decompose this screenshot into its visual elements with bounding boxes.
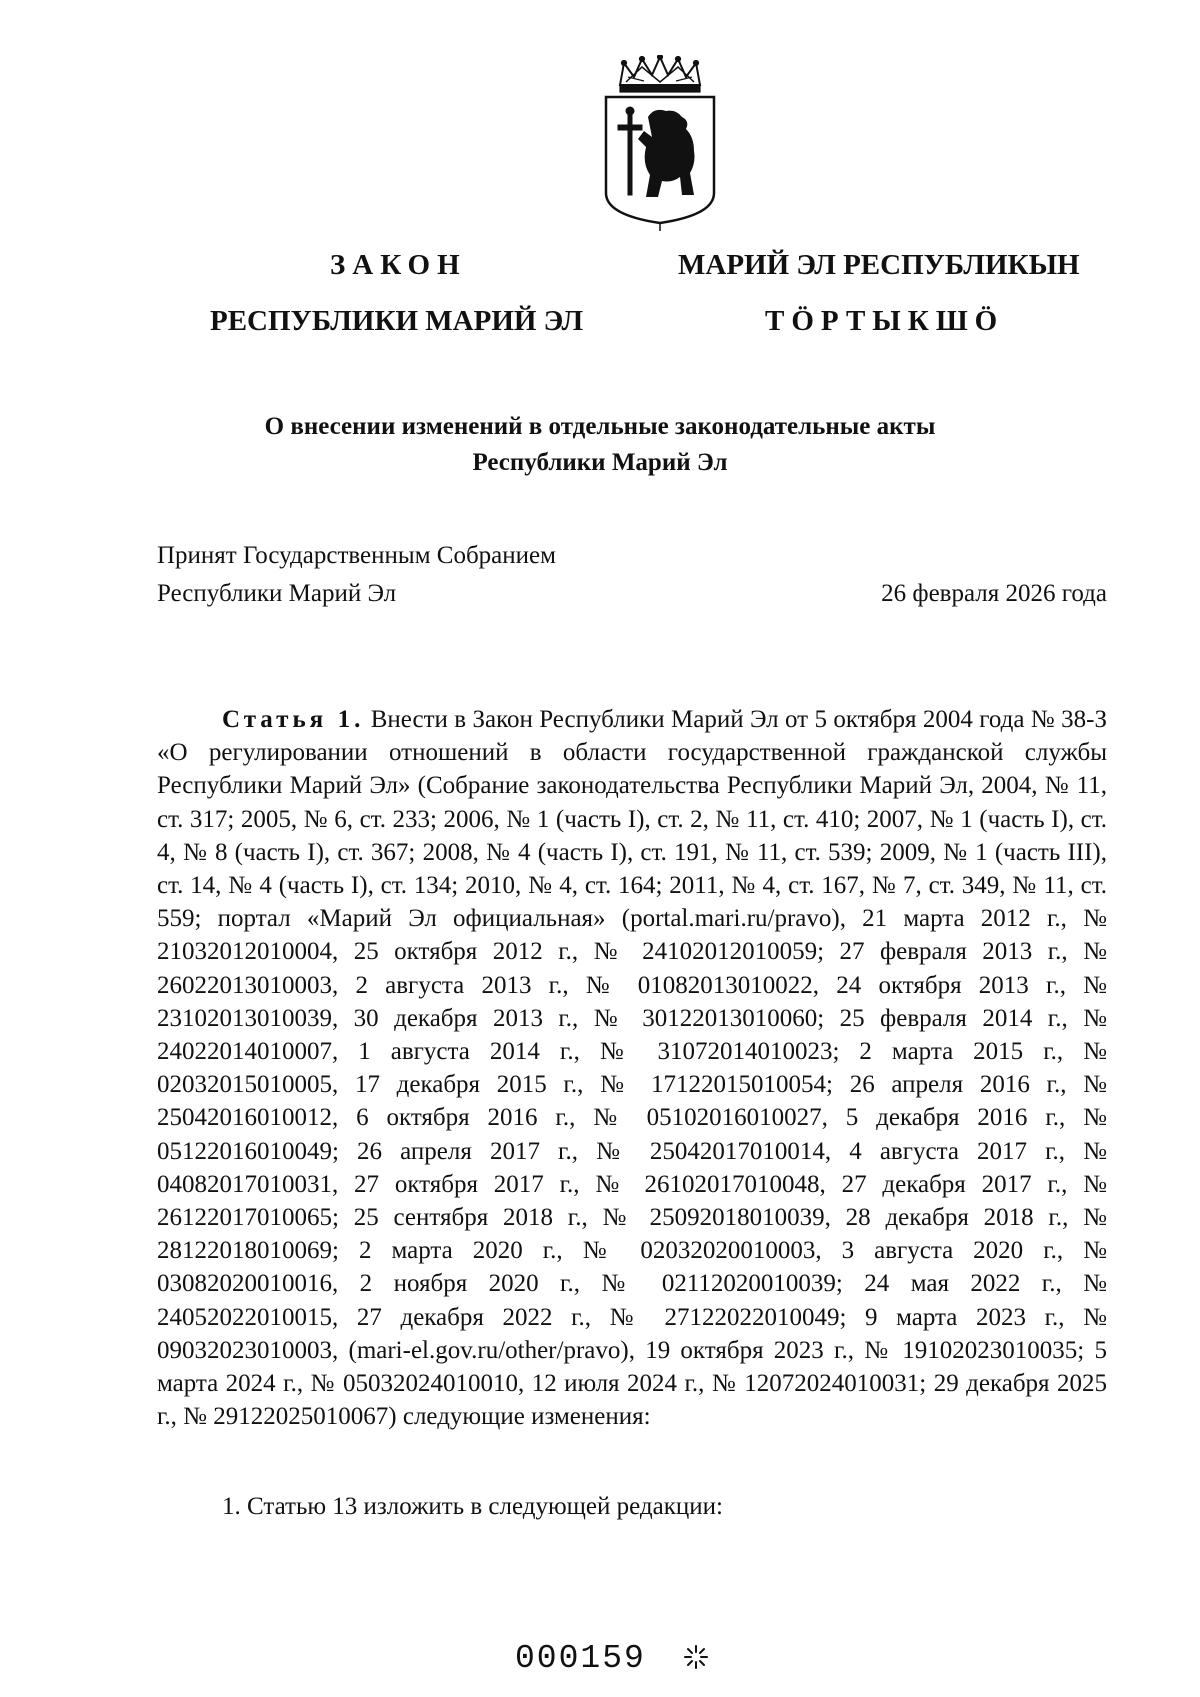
- article-1-label: Статья 1.: [222, 706, 365, 733]
- serial-number: 000159: [515, 1640, 646, 1677]
- header-law-label-mari: ТӦРТЫКШӦ: [765, 305, 1005, 337]
- header-law-label-ru: ЗАКОН: [330, 249, 467, 281]
- adoption-block: [157, 537, 556, 613]
- crown-icon: [620, 55, 700, 92]
- article-1-paragraph: [157, 703, 1107, 1433]
- title-line-2: Республики Марий Эл: [472, 449, 728, 476]
- adoption-line-2: Республики Марий Эл: [157, 580, 397, 607]
- article-1: [157, 703, 1107, 1433]
- title-line-1: О внесении изменений в отдельные законодательные акты: [264, 413, 936, 440]
- article-1-item-1: 1. Статью 13 изложить в следующей редакции:: [222, 1493, 723, 1520]
- adoption-line-1: Принят Государственным Собранием: [157, 542, 556, 569]
- header-republic-mari: МАРИЙ ЭЛ РЕСПУБЛИКЫН: [678, 249, 1080, 281]
- asterisk-stamp-icon: [683, 1644, 709, 1670]
- adoption-date: 26 февраля 2026 года: [881, 580, 1107, 607]
- coat-of-arms-emblem: [598, 55, 722, 233]
- document-title: [0, 409, 1200, 481]
- header-republic-ru: РЕСПУБЛИКИ МАРИЙ ЭЛ: [210, 305, 584, 337]
- article-1-text: Внести в Закон Республики Марий Эл от 5 октября 2004 года № 38-З «О регулировании отношений в области государственной гражданской службы Республики Марий Эл» (Собрание законодательства Республики Марий Эл, 2004, № 11, ст. 317; 2005, № 6, ст. 233; 2006, № 1 (часть I), ст. 2, № 11, ст. 410; 2007, № 1 (часть I), ст. 4, № 8 (часть I), ст. 367; 2008, № 4 (часть I), ст. 191, № 11, ст. 539; 2009, № 1 (часть III), ст. 14, № 4 (часть I), ст. 134; 2010, № 4, ст. 164; 2011, № 4, ст. 167, № 7, ст. 349, № 11, ст. 559; портал «Марий Эл официальная» (portal.mari.ru/pravo), 21 марта 2012 г., № 21032012010004, 25 октября 2012 г., № 24102012010059; 27 февраля 2013 г., № 26022013010003, 2 августа 2013 г., № 01082013010022, 24 октября 2013 г., № 23102013010039, 30 декабря 2013 г., № 30122013010060; 25 февраля 2014 г., № 24022014010007, 1 августа 2014 г., № 31072014010023; 2 марта 2015 г., № 02032015010005, 17 декабря 2015 г., № 17122015010054; 26 апреля 2016 г., № 25042016010012, 6 октября 2016 г., № 05102016010027, 5 декабря 2016 г., № 05122016010049; 26 апреля 2017 г., № 25042017010014, 4 августа 2017 г., № 04082017010031, 27 октября 2017 г., № 26102017010048, 27 декабря 2017 г., № 26122017010065; 25 сентября 2018 г., № 25092018010039, 28 декабря 2018 г., № 28122018010069; 2 марта 2020 г., № 02032020010003, 3 августа 2020 г., № 03082020010016, 2 ноября 2020 г., № 02112020010039; 24 мая 2022 г., № 24052022010015, 27 декабря 2022 г., № 27122022010049; 9 марта 2023 г., № 09032023010003, (mari-el.gov.ru/other/pravo), 19 октября 2023 г., № 19102023010035; 5 марта 2024 г., № 05032024010010, 12 июля 2024 г., № 12072024010031; 29 декабря 2025 г., № 29122025010067) следующие изменения:: [157, 706, 1108, 1431]
